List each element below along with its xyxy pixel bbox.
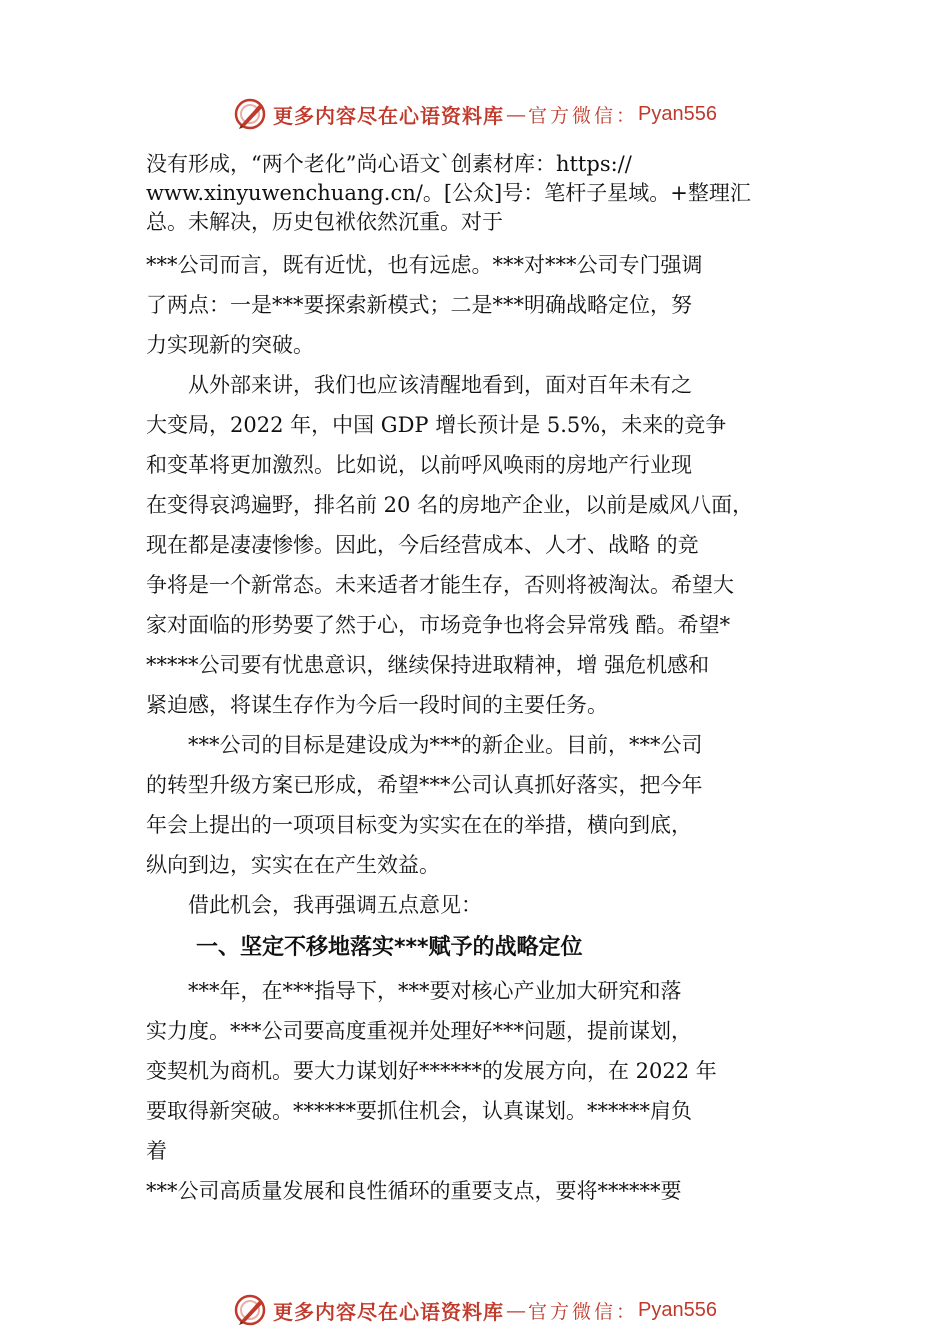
paragraph-opening (146, 150, 846, 237)
banner-dash: — (506, 102, 526, 126)
text-line: ***年，在***指导下，***要对核心产业加大研究和落 (188, 979, 682, 1003)
text-line: 的转型升级方案已形成，希望***公司认真抓好落实，把今年 (146, 773, 703, 797)
text-line: 总。未解决，历史包袱依然沉重。对于 (146, 210, 503, 234)
header-banner (0, 94, 950, 134)
text-line: ***公司而言，既有近忧，也有远虑。***对***公司专门强调 (146, 253, 703, 277)
banner-account: Pyan556 (638, 102, 717, 125)
text-line: 现在都是凄凄惨惨。因此，今后经营成本、人才、战略 的竞 (146, 533, 699, 557)
text-line: 紧迫感，将谋生存作为今后一段时间的主要任务。 (146, 693, 608, 717)
text-line: 力实现新的突破。 (146, 333, 314, 357)
text-line: 实力度。***公司要高度重视并处理好***问题，提前谋划， (146, 1019, 692, 1043)
text-line: 了两点：一是***要探索新模式；二是***明确战略定位，努 (146, 293, 692, 317)
text-line: www.xinyuwenchuang.cn/。[公众]号：笔杆子星域。+整理汇 (146, 181, 751, 205)
banner-site-text: 更多内容尽在心语资料库 (273, 1299, 504, 1324)
text-line: 争将是一个新常态。未来适者才能生存，否则将被淘汰。希望大 (146, 573, 734, 597)
banner-official-label: 官方微信： (528, 104, 639, 127)
text-line: 从外部来讲，我们也应该清醒地看到，面对百年未有之 (188, 373, 692, 397)
text-line: ***公司高质量发展和良性循环的重要支点，要将******要 (146, 1179, 682, 1203)
text-line: 变契机为商机。要大力谋划好******的发展方向，在 2022 年 (146, 1059, 717, 1083)
pen-logo-icon (233, 97, 267, 131)
text-line: 年会上提出的一项项目标变为实实在在的举措，横向到底， (146, 813, 692, 837)
text-line: 大变局，2022 年，中国 GDP 增长预计是 5.5%，未来的竞争 (146, 413, 727, 437)
text-line: 在变得哀鸿遍野，排名前 20 名的房地产企业，以前是威风八面， (146, 493, 754, 517)
footer-banner (0, 1290, 950, 1330)
paragraph-external (146, 365, 846, 725)
section-heading-1: 一、坚定不移地落实***赋予的战略定位 (196, 935, 583, 960)
banner-official-label: 官方微信： (528, 1300, 639, 1323)
paragraph-intro-points: 借此机会，我再强调五点意见： (188, 893, 482, 917)
paragraph-goal (146, 725, 846, 885)
document-body (146, 150, 846, 1211)
text-line: 和变革将更加激烈。比如说，以前呼风唤雨的房地产行业现 (146, 453, 692, 477)
text-line: 着 (146, 1139, 167, 1163)
text-line: 纵向到边，实实在在产生效益。 (146, 853, 440, 877)
banner-dash: — (506, 1298, 526, 1322)
pen-logo-icon (233, 1293, 267, 1327)
paragraph-continuation (146, 245, 846, 365)
text-line: 要取得新突破。******要抓住机会，认真谋划。******肩负 (146, 1099, 692, 1123)
text-line: ***公司的目标是建设成为***的新企业。目前，***公司 (188, 733, 703, 757)
text-line: 家对面临的形势要了然于心，市场竞争也将会异常残 酷。希望* (146, 613, 731, 637)
banner-account: Pyan556 (638, 1298, 717, 1321)
paragraph-section-1 (146, 971, 846, 1211)
banner-site-text: 更多内容尽在心语资料库 (273, 103, 504, 128)
text-line: *****公司要有忧患意识，继续保持进取精神，增 强危机感和 (146, 653, 710, 677)
text-line: 没有形成，“两个老化”尚心语文`创素材库：https:// (146, 152, 632, 176)
